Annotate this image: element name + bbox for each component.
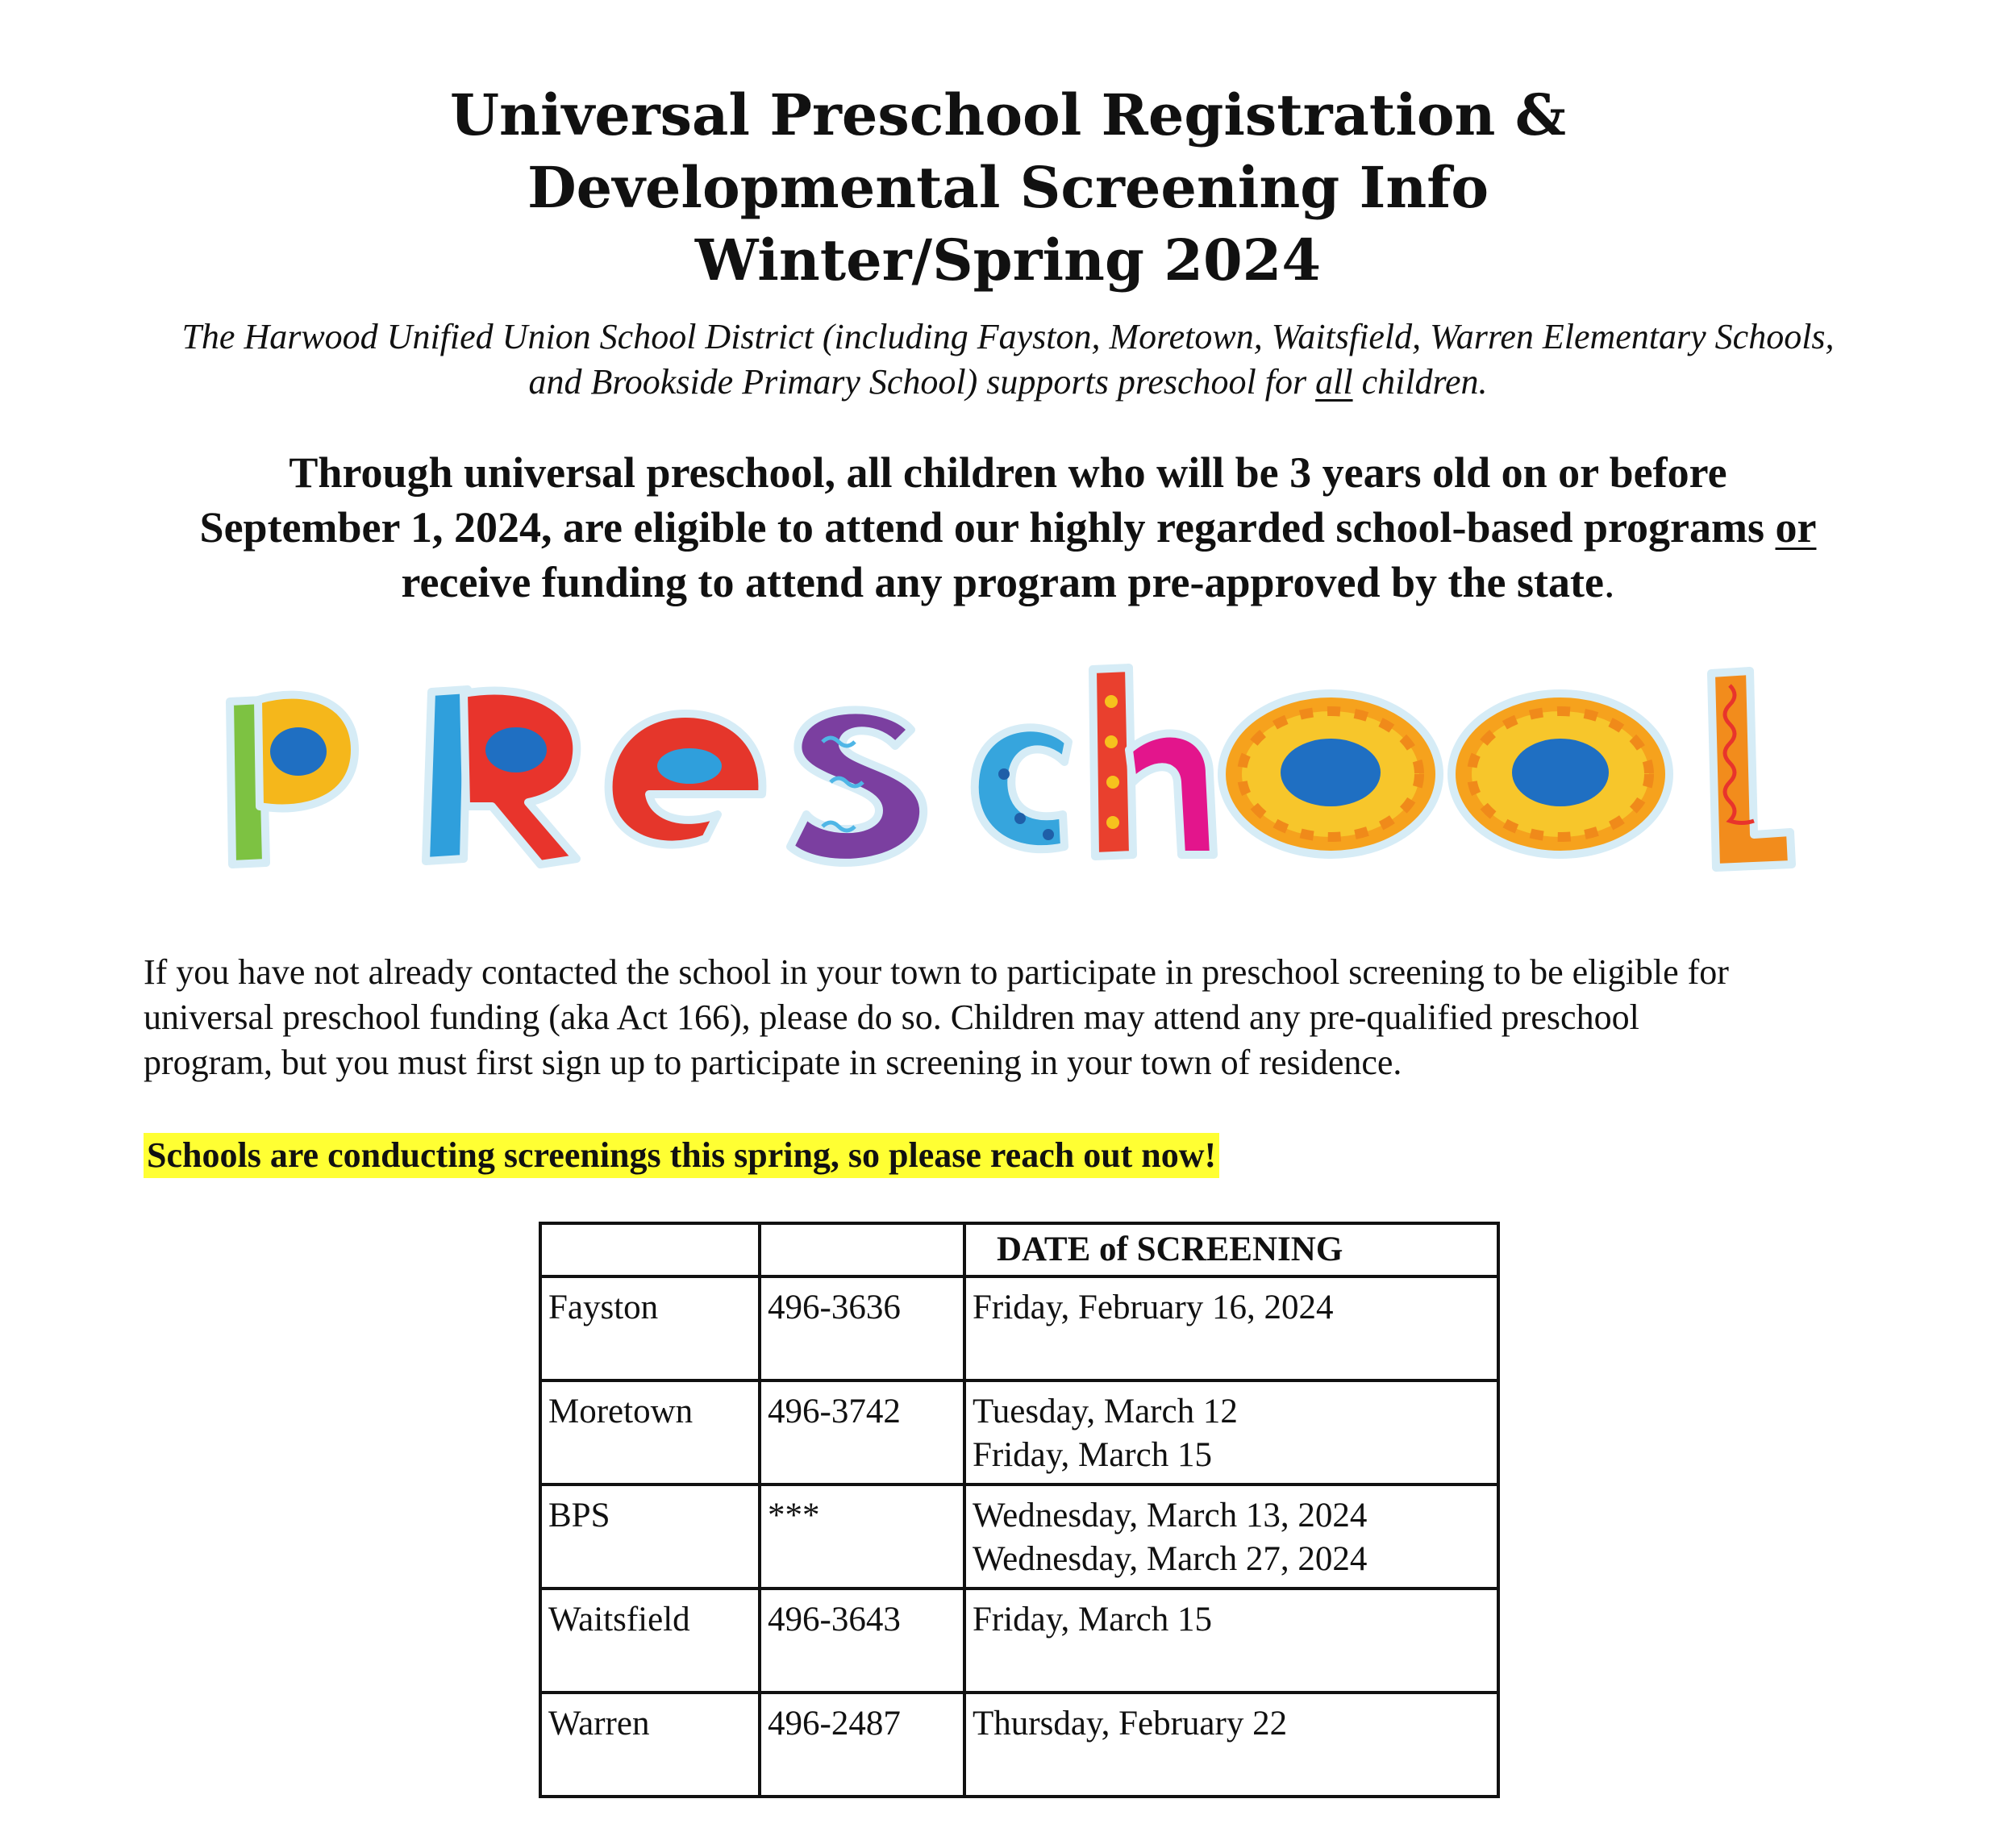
town-cell: Waitsfield: [540, 1589, 760, 1693]
logo-letter-p: [230, 695, 355, 864]
table-row: [540, 1693, 1498, 1797]
table-header-row: [540, 1223, 1498, 1276]
logo-letter-l: [1711, 671, 1792, 868]
highlighted-notice: Schools are conducting screenings this spring, so please reach out now!: [144, 1133, 1219, 1178]
document-title: [0, 79, 2016, 297]
paragraph-line: universal preschool funding (aka Act 166), please do so. Children may attend any pre-qualified preschool: [144, 997, 1639, 1037]
subtitle-line: [121, 360, 1895, 405]
logo-letter-s: [790, 710, 923, 862]
district-subtitle: [121, 314, 1895, 405]
screening-schedule-table: [539, 1222, 1500, 1798]
table-row: [540, 1276, 1498, 1380]
subtitle-underlined: all: [1315, 362, 1353, 402]
phone-cell: ***: [760, 1484, 964, 1589]
logo-letter-o: [1222, 693, 1439, 855]
town-cell: BPS: [540, 1484, 760, 1589]
logo-letter-o: [1452, 693, 1669, 855]
date-line: Wednesday, March 13, 2024: [973, 1497, 1368, 1534]
phone-cell: 496-3643: [760, 1589, 964, 1693]
screening-instructions: [144, 950, 1918, 1085]
logo-letter-h: [1093, 668, 1214, 856]
town-cell: Fayston: [540, 1276, 760, 1380]
lead-underlined: or: [1775, 503, 1817, 552]
date-cell: [964, 1589, 1498, 1693]
town-cell: Moretown: [540, 1380, 760, 1484]
title-line: Developmental Screening Info: [527, 154, 1489, 221]
table-header-cell: [540, 1223, 760, 1276]
logo-letter-c: [975, 727, 1068, 849]
phone-cell: 496-2487: [760, 1693, 964, 1797]
lead-line: [121, 555, 1895, 610]
table-row: [540, 1484, 1498, 1589]
date-cell: [964, 1276, 1498, 1380]
lead-text: receive funding to attend any program pre-approved by the state: [401, 558, 1604, 606]
table-header-cell: [760, 1223, 964, 1276]
table-row: [540, 1380, 1498, 1484]
date-line: Friday, February 16, 2024: [973, 1289, 1334, 1326]
date-line: Wednesday, March 27, 2024: [973, 1540, 1368, 1578]
table-header-date: [964, 1223, 1498, 1276]
phone-cell: 496-3742: [760, 1380, 964, 1484]
date-line: Thursday, February 22: [973, 1705, 1288, 1743]
lead-line: Through universal preschool, all children who will be 3 years old on or before: [289, 448, 1727, 497]
title-line: Universal Preschool Registration &: [450, 81, 1566, 148]
eligibility-statement: [121, 445, 1895, 610]
subtitle-line: The Harwood Unified Union School District (including Fayston, Moretown, Waitsfield, Warren Elementary Schools,: [181, 317, 1835, 356]
table-row: [540, 1589, 1498, 1693]
date-cell: [964, 1380, 1498, 1484]
town-cell: Warren: [540, 1693, 760, 1797]
date-cell: [964, 1484, 1498, 1589]
phone-cell: 496-3636: [760, 1276, 964, 1380]
lead-text: September 1, 2024, are eligible to attend our highly regarded school-based programs: [199, 503, 1776, 552]
paragraph-line: program, but you must first sign up to participate in screening in your town of residence.: [144, 1043, 1402, 1082]
date-line: Tuesday, March 12: [973, 1393, 1238, 1430]
preschool-logo: [210, 653, 1806, 895]
date-header-label: DATE of SCREENING: [997, 1230, 1343, 1268]
logo-letter-e: [609, 714, 763, 845]
lead-line: [121, 500, 1895, 555]
date-cell: [964, 1693, 1498, 1797]
date-line: Friday, March 15: [973, 1436, 1212, 1474]
subtitle-text: children.: [1352, 362, 1488, 402]
logo-letter-r: [426, 689, 577, 864]
date-line: Friday, March 15: [973, 1601, 1212, 1639]
paragraph-line: If you have not already contacted the school in your town to participate in preschool screening to be eligible for: [144, 952, 1729, 992]
lead-period: .: [1603, 558, 1615, 606]
title-line: Winter/Spring 2024: [694, 227, 1322, 294]
subtitle-text: and Brookside Primary School) supports preschool for: [528, 362, 1316, 402]
